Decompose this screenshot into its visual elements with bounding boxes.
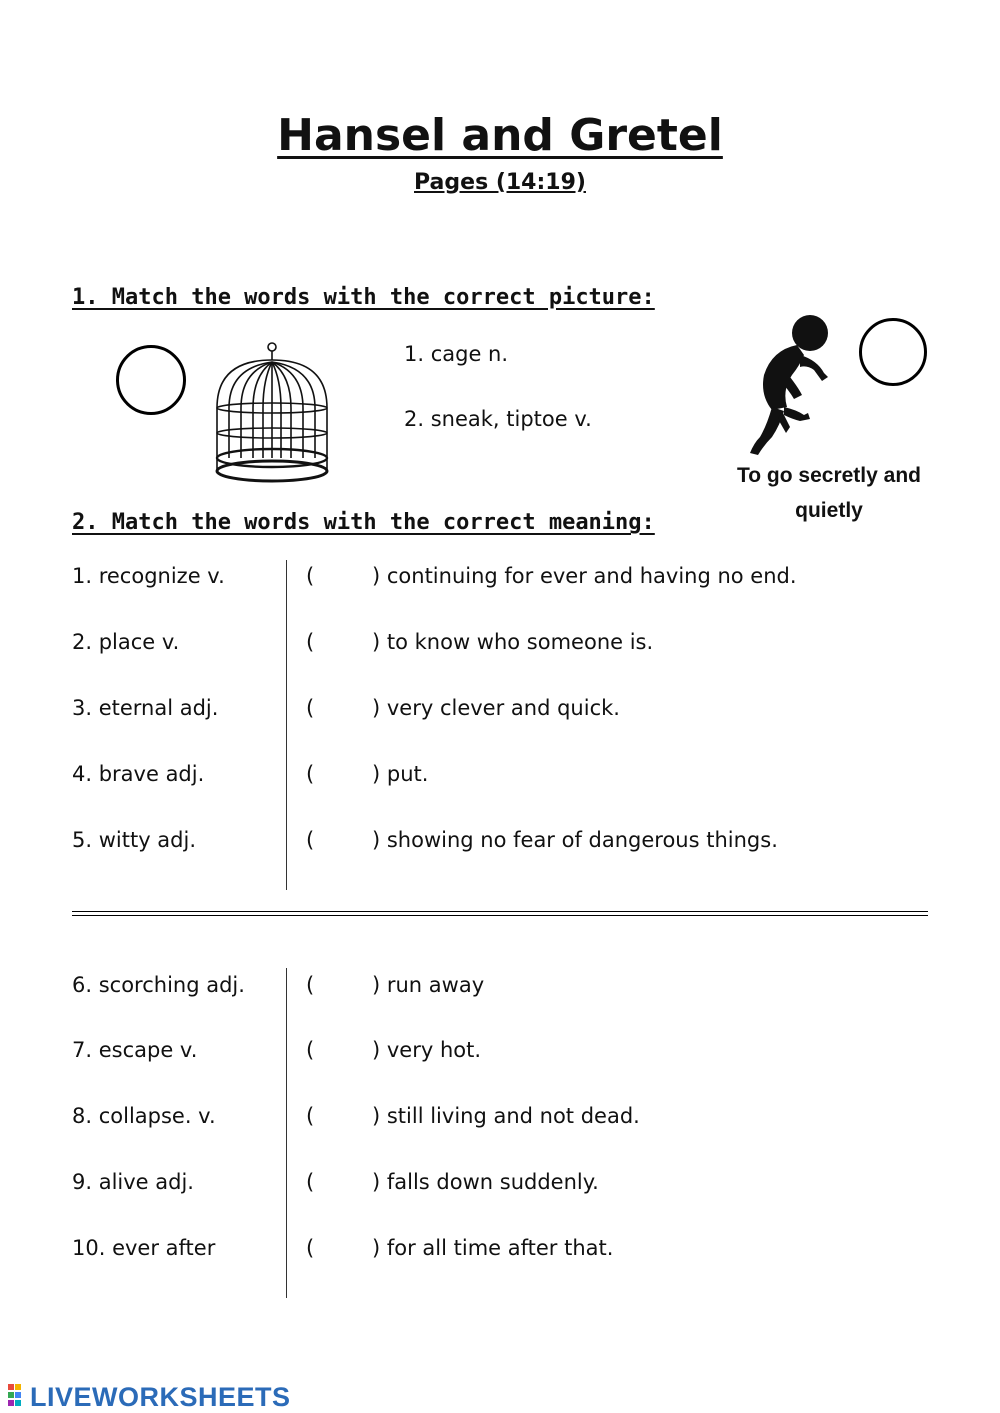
paren-6: ( [306, 973, 315, 997]
sneaking-person-image [742, 315, 837, 460]
answer-input-10[interactable] [322, 1237, 368, 1265]
term-8: 8. collapse. v. [72, 1104, 216, 1128]
answer-input-1[interactable] [322, 565, 368, 593]
paren-10: ( [306, 1236, 315, 1260]
meaning-9: ) falls down suddenly. [372, 1170, 599, 1194]
section-separator-top [72, 911, 928, 912]
meaning-4: ) put. [372, 762, 429, 786]
cage-answer-circle[interactable] [116, 345, 186, 415]
answer-input-8[interactable] [322, 1105, 368, 1133]
paren-4: ( [306, 762, 315, 786]
term-6: 6. scorching adj. [72, 973, 245, 997]
term-4: 4. brave adj. [72, 762, 205, 786]
term-2: 2. place v. [72, 630, 180, 654]
liveworksheets-logo-icon [8, 1384, 28, 1406]
divider-vertical-2 [286, 968, 287, 1298]
birdcage-image [205, 338, 345, 498]
meaning-7: ) very hot. [372, 1038, 482, 1062]
term-9: 9. alive adj. [72, 1170, 194, 1194]
term-10: 10. ever after [72, 1236, 216, 1260]
divider-vertical-1 [286, 560, 287, 890]
paren-7: ( [306, 1038, 315, 1062]
meaning-3: ) very clever and quick. [372, 696, 620, 720]
answer-input-9[interactable] [322, 1171, 368, 1199]
section-1-heading: 1. Match the words with the correct picture: [72, 285, 655, 310]
term-1: 1. recognize v. [72, 564, 225, 588]
liveworksheets-logo-text[interactable]: LIVEWORKSHEETS [30, 1382, 291, 1412]
paren-9: ( [306, 1170, 315, 1194]
meaning-2: ) to know who someone is. [372, 630, 654, 654]
term-7: 7. escape v. [72, 1038, 198, 1062]
word-sneak: 2. sneak, tiptoe v. [404, 407, 592, 431]
page-subtitle: Pages (14:19) [414, 170, 586, 195]
paren-2: ( [306, 630, 315, 654]
paren-5: ( [306, 828, 315, 852]
answer-input-2[interactable] [322, 631, 368, 659]
answer-input-7[interactable] [322, 1039, 368, 1067]
page-title: Hansel and Gretel [277, 110, 723, 161]
meaning-10: ) for all time after that. [372, 1236, 614, 1260]
meaning-8: ) still living and not dead. [372, 1104, 640, 1128]
answer-input-5[interactable] [322, 829, 368, 857]
section-2-heading: 2. Match the words with the correct meaning: [72, 510, 655, 535]
word-cage: 1. cage n. [404, 342, 509, 366]
section-separator-bottom [72, 915, 928, 916]
meaning-1: ) continuing for ever and having no end. [372, 564, 797, 588]
meaning-5: ) showing no fear of dangerous things. [372, 828, 778, 852]
answer-input-3[interactable] [322, 697, 368, 725]
paren-8: ( [306, 1104, 315, 1128]
sneak-answer-circle[interactable] [859, 318, 927, 386]
paren-3: ( [306, 696, 315, 720]
paren-1: ( [306, 564, 315, 588]
answer-input-4[interactable] [322, 763, 368, 791]
meaning-6: ) run away [372, 973, 485, 997]
sneak-caption: To go secretly and quietly [737, 464, 921, 522]
term-5: 5. witty adj. [72, 828, 197, 852]
term-3: 3. eternal adj. [72, 696, 219, 720]
answer-input-6[interactable] [322, 974, 368, 1002]
